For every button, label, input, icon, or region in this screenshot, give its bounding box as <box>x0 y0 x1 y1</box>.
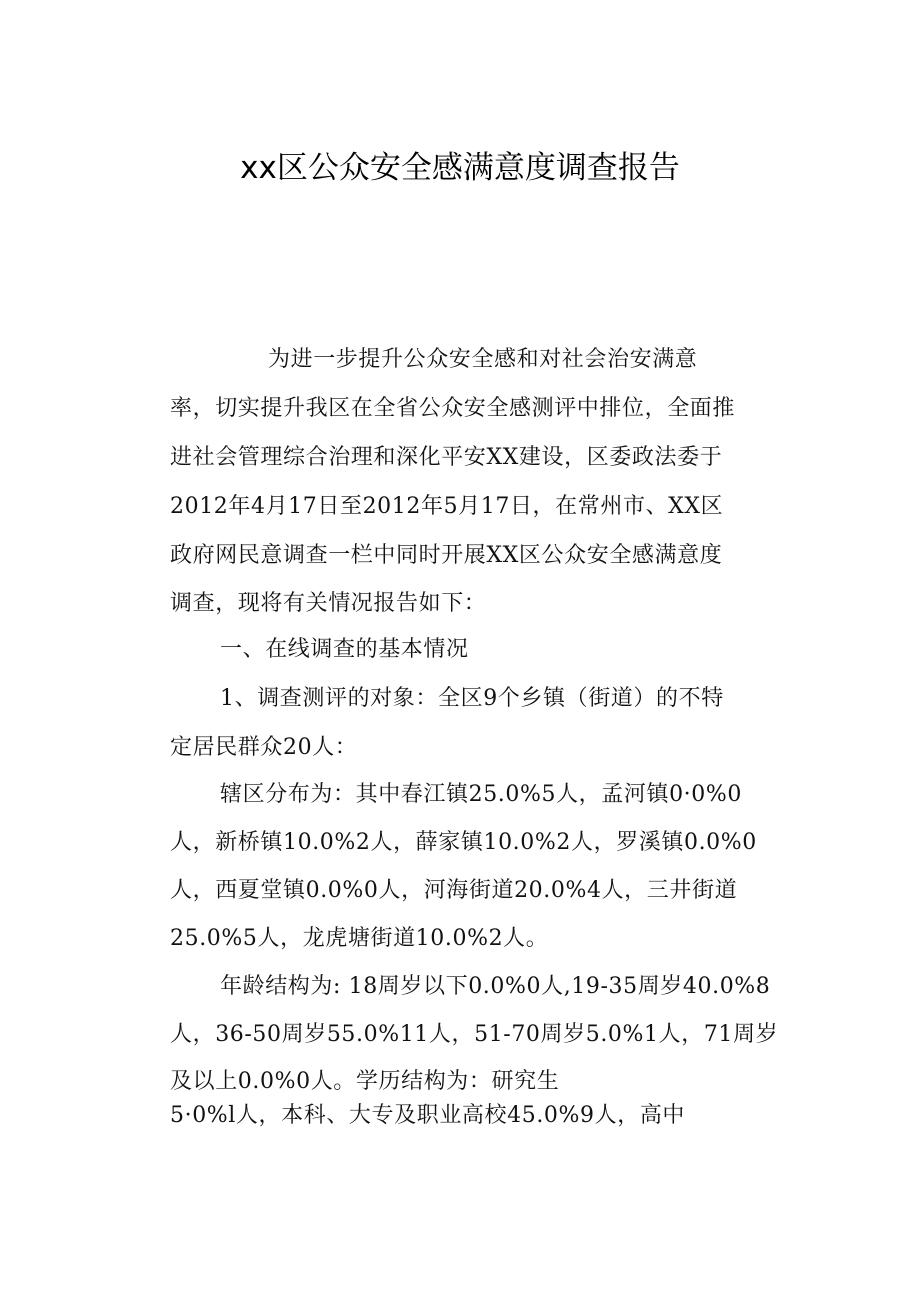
section-heading: 一、在线调查的基本情况 <box>220 637 469 662</box>
paragraph-line: 人，36-50周岁55.0%11人，51-70周岁5.0%1人，71周岁 <box>170 1022 779 1047</box>
paragraph-line: 人，西夏堂镇0.0%0人，河海街道20.0%4人，三井街道 <box>170 878 738 903</box>
paragraph-line: 2012年4月17日至2012年5月17日，在常州市、XX区 <box>170 494 724 519</box>
paragraph-line: 1、调查测评的对象：全区9个乡镇（街道）的不特 <box>220 686 724 711</box>
paragraph-line: 及以上0.0%0人。学历结构为：研究生 <box>170 1069 560 1094</box>
paragraph-line: 为进一步提升公众安全感和对社会治安满意 <box>268 347 698 372</box>
paragraph-line: 25.0%5人，龙虎塘街道10.0%2人。 <box>170 926 549 951</box>
paragraph-line: 调查，现将有关情况报告如下： <box>170 591 487 616</box>
paragraph-line: 年龄结构为: 18周岁以下0.0%0人,19-35周岁40.0%8 <box>220 974 771 999</box>
paragraph-line: 人，新桥镇10.0%2人，薛家镇10.0%2人，罗溪镇0.0%0 <box>170 830 757 855</box>
document-title: xx区公众安全感满意度调查报告 <box>240 150 680 186</box>
paragraph-line: 辖区分布为：其中春江镇25.0%5人，孟河镇0·0%0 <box>220 782 742 807</box>
paragraph-line: 率，切实提升我区在全省公众安全感测评中排位，全面推 <box>170 396 736 421</box>
paragraph-line: 5·0%l人，本科、大专及职业高校45.0%9人，高中 <box>170 1103 686 1128</box>
paragraph-line: 定居民群众20人： <box>170 735 358 760</box>
paragraph-line: 政府网民意调查一栏中同时开展XX区公众安全感满意度 <box>170 543 723 568</box>
paragraph-line: 进社会管理综合治理和深化平安XX建设，区委政法委于 <box>170 445 723 470</box>
